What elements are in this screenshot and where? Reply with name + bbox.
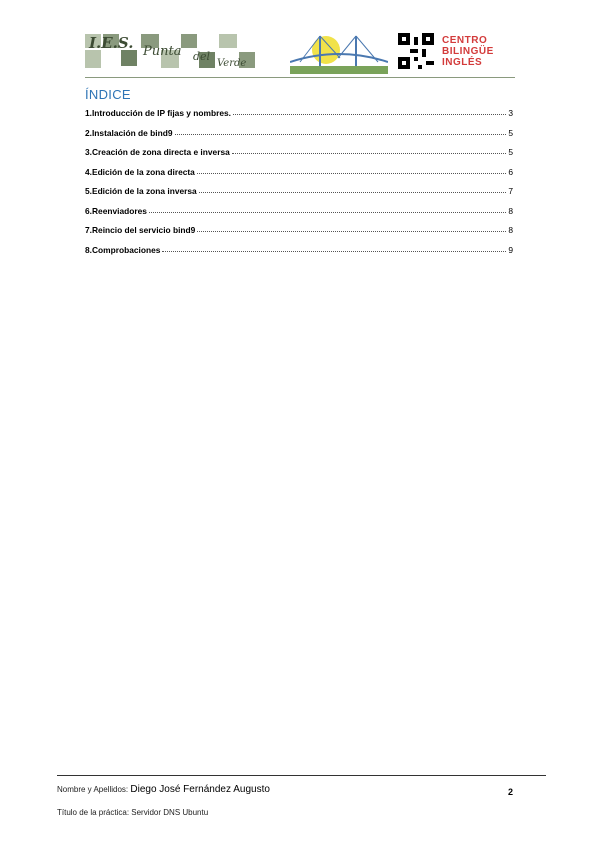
toc-entry[interactable] [85, 206, 513, 226]
footer-practice-title: Título de la práctica: Servidor DNS Ubuntu [57, 808, 209, 817]
toc-entry-label: 3.Creación de zona directa e inversa [85, 147, 230, 157]
toc-entry[interactable] [85, 186, 513, 206]
header-divider [85, 77, 515, 78]
page-number: 2 [508, 787, 514, 797]
toc-entry-label: 8.Comprobaciones [85, 244, 161, 255]
toc-entry-label: 2.Instalación de bind9 [85, 127, 173, 138]
author-name: Diego José Fernández Augusto [130, 784, 270, 795]
toc-entry[interactable] [85, 225, 513, 245]
table-of-contents [85, 108, 513, 264]
centro-line: BILINGÜE [442, 46, 494, 57]
toc-entry-page: 3 [508, 108, 513, 118]
centro-line: INGLÉS [442, 57, 483, 68]
footer-divider [57, 775, 546, 776]
toc-leader [162, 244, 506, 252]
toc-leader [199, 185, 507, 193]
centro-line: CENTRO [442, 35, 488, 46]
toc-entry[interactable] [85, 167, 513, 187]
toc-entry[interactable] [85, 108, 513, 128]
toc-entry-page: 7 [508, 186, 513, 196]
author-label: Nombre y Apellidos: [57, 785, 131, 794]
school-logo: I.E.S. Punta del Verde [85, 34, 255, 72]
toc-entry[interactable] [85, 245, 513, 265]
toc-entry-label: 7.Reincio del servicio bind9 [85, 225, 196, 235]
toc-leader [149, 205, 506, 213]
footer-author [57, 784, 270, 795]
toc-entry-page: 6 [508, 166, 513, 177]
toc-entry-page: 8 [508, 205, 513, 216]
toc-entry-page: 5 [508, 147, 513, 157]
qr-code-icon [398, 33, 434, 69]
toc-entry-label: 6.Reenviadores [85, 205, 147, 216]
toc-entry[interactable] [85, 147, 513, 167]
toc-entry-label: 5.Edición de la zona inversa [85, 186, 197, 196]
page-header [85, 30, 515, 76]
toc-entry[interactable] [85, 128, 513, 148]
toc-entry-page: 5 [508, 127, 513, 138]
toc-entry-page: 9 [508, 244, 513, 255]
toc-leader [197, 166, 506, 174]
toc-leader [232, 146, 507, 154]
bridge-logo [290, 32, 388, 74]
toc-leader [175, 127, 507, 135]
toc-entry-label: 4.Edición de la zona directa [85, 166, 195, 177]
toc-entry-page: 8 [508, 225, 513, 235]
toc-title: ÍNDICE [85, 87, 131, 102]
toc-leader [233, 107, 506, 115]
bilingual-center-label [442, 35, 494, 68]
toc-leader [197, 224, 506, 232]
toc-entry-label: 1.Introducción de IP fijas y nombres. [85, 108, 231, 118]
